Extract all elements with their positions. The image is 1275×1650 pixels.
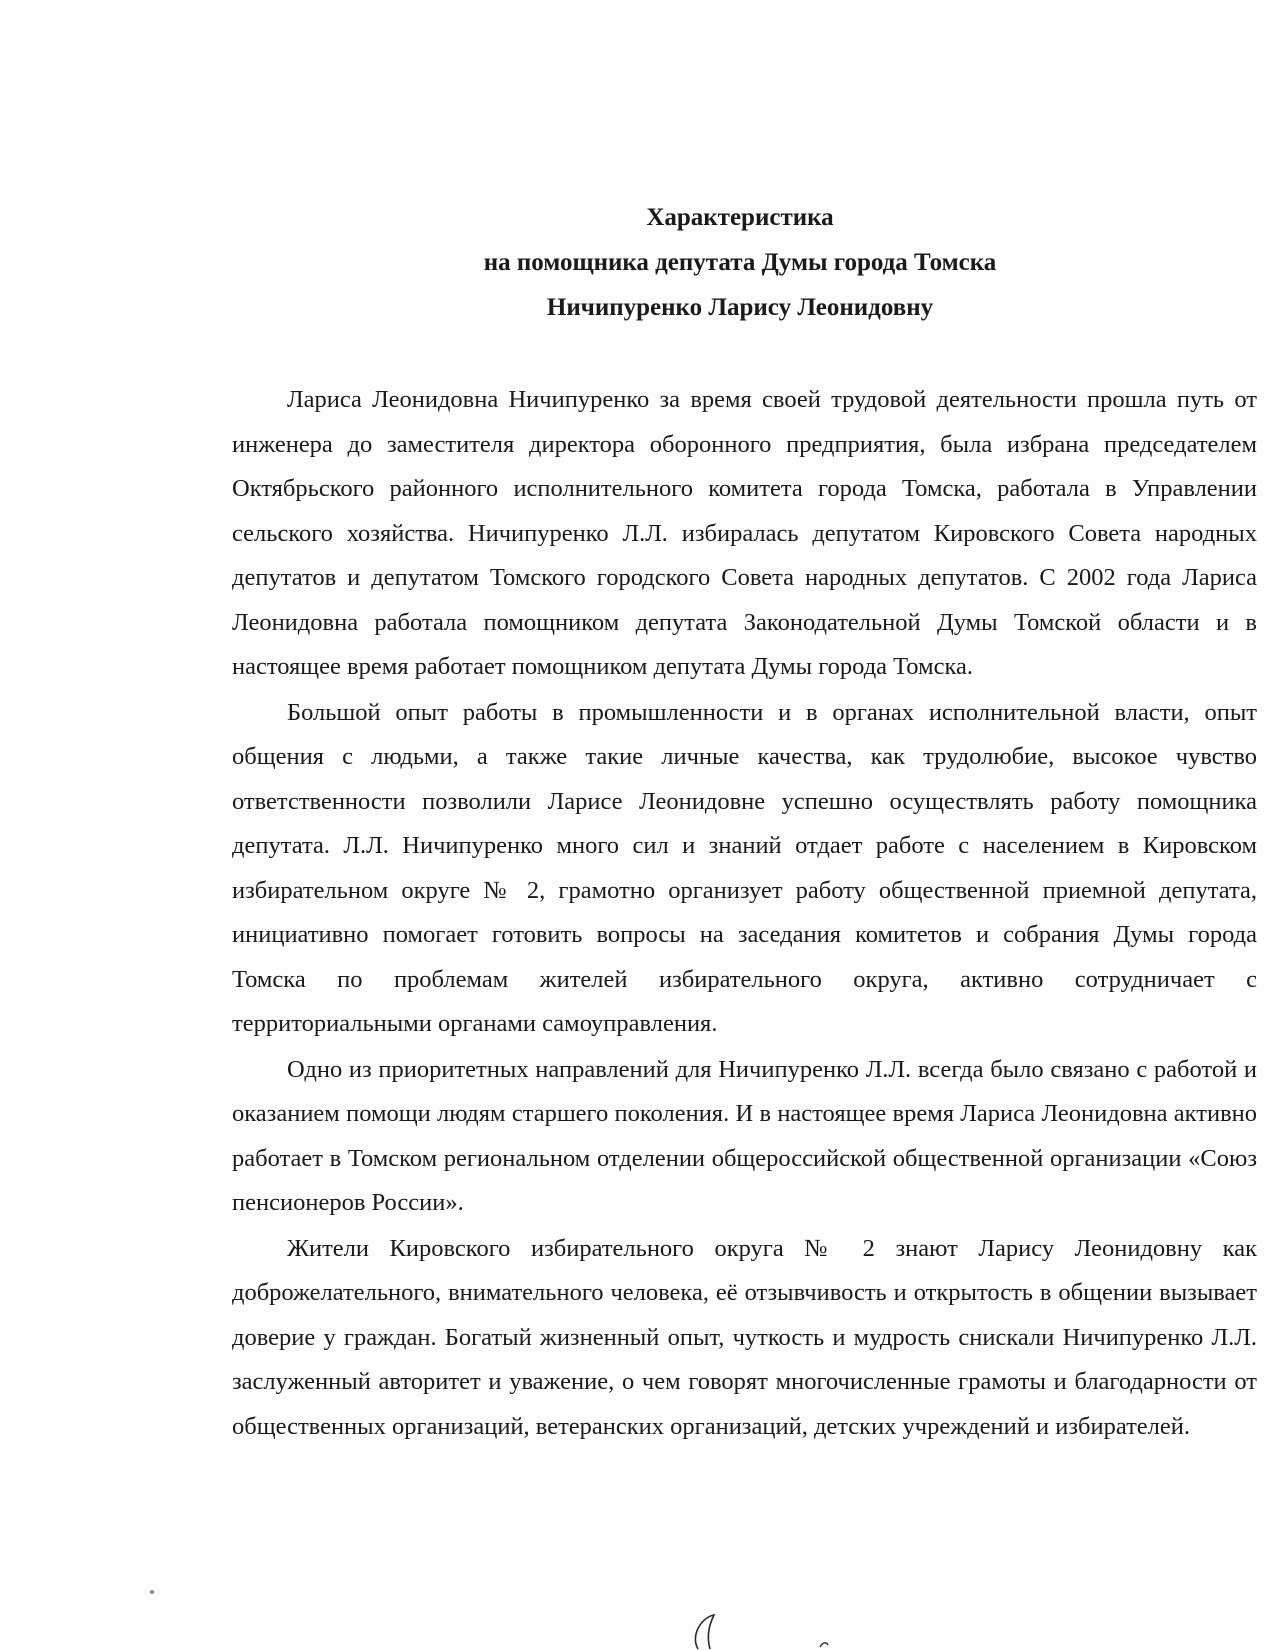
paragraph-experience: Большой опыт работы в промышленности и в органах исполнительной власти, опыт общения с людьми, а также такие личные качества, как трудолюбие, высокое чувство ответственности позволили Ларисе Леонидовне успешно осуществлять работу помощника депутата. Л.Л. Ничипуренко много сил и знаний отдает работе с населением в Кировском избирательном округе № 2, грамотно организует работу общественной приемной депутата, инициативно помогает готовить вопросы на заседания комитетов и собрания Думы города Томска по проблемам жителей избирательного округа, активно сотрудничает с территориальными органами самоуправления. — [232, 698, 1257, 1037]
document-body — [232, 378, 1257, 1450]
signature-stroke — [680, 1605, 840, 1650]
document-heading — [230, 195, 1250, 330]
heading-line-title: Характеристика — [646, 204, 834, 231]
scan-speck — [150, 1590, 154, 1594]
paragraph-priorities: Одно из приоритетных направлений для Ничипуренко Л.Л. всегда было связано с работой и оказанием помощи людям старшего поколения. И в настоящее время Лариса Леонидовна активно работает в Томском региональном отделении общероссийской общественной организации «Союз пенсионеров России». — [232, 1055, 1257, 1216]
paragraph-reputation: Жители Кировского избирательного округа № 2 знают Ларису Леонидовну как доброжелательного, внимательного человека, её отзывчивость и открытость в общении вызывает доверие у граждан. Богатый жизненный опыт, чуткость и мудрость снискали Ничипуренко Л.Л. заслуженный авторитет и уважение, о чем говорят многочисленные грамоты и благодарности от общественных организаций, ветеранских организаций, детских учреждений и избирателей. — [232, 1234, 1257, 1440]
paragraph-career: Лариса Леонидовна Ничипуренко за время своей трудовой деятельности прошла путь от инженера до заместителя директора оборонного предприятия, была избрана председателем Октябрьского районного исполнительного комитета города Томска, работала в Управлении сельского хозяйства. Ничипуренко Л.Л. избиралась депутатом Кировского Совета народных депутатов и депутатом Томского городского Совета народных депутатов. С 2002 года Лариса Леонидовна работала помощником депутата Законодательной Думы Томской области и в настоящее время работает помощником депутата Думы города Томска. — [232, 386, 1257, 680]
heading-line-person: Ничипуренко Ларису Леонидовну — [546, 294, 934, 321]
heading-line-position: на помощника депутата Думы города Томска — [483, 249, 997, 276]
